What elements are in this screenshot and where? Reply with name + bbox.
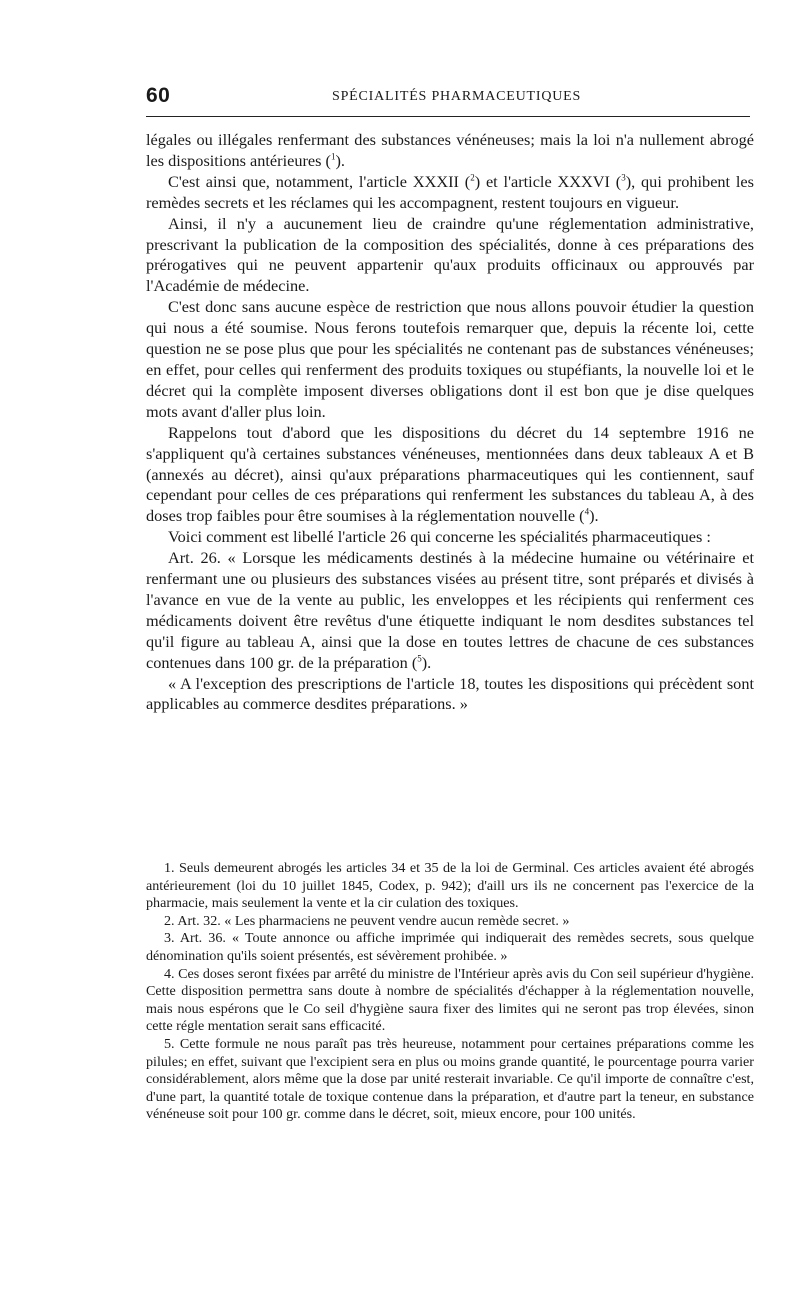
body-text xyxy=(146,130,754,715)
body-paragraph xyxy=(146,423,754,528)
paragraph-text: ). xyxy=(421,652,432,672)
footnote-reference: 5 xyxy=(417,653,422,664)
paragraph-text: « A l'exception des prescriptions de l'article 18, toutes les dispositions qui précèdent sont applicables au commerce desdites préparations. » xyxy=(146,673,754,714)
running-title: SPÉCIALITÉS PHARMACEUTIQUES xyxy=(332,89,582,104)
body-paragraph xyxy=(146,674,754,716)
paragraph-text: C'est ainsi que, notamment, l'article XXXII ( xyxy=(168,171,471,191)
footnote-item: 1. Seuls demeurent abrogés les articles 34 et 35 de la loi de Germinal. Ces articles avaient été abrogés antérieurement (loi du 10 juillet 1845, Codex, p. 942); d'aill urs ils ne concernent pas l'exercice de la pharmacie, mais seulement la vente et la cir culation des toxiques. xyxy=(146,860,754,912)
paragraph-text: ) et l'article XXXVI ( xyxy=(474,171,622,191)
body-paragraph xyxy=(146,214,754,298)
paragraph-text: Rappelons tout d'abord que les dispositions du décret du 14 septembre 1916 ne s'appliquent qu'à certaines substances vénéneuses, mentionnées dans deux tableaux A et B (annexés au décret), ainsi qu'aux préparations pharmaceutiques qui les contiennent, sauf cependant pour celles de ces préparations qui renferment les substances du tableau A, à des doses trop faibles pour être soumises à la réglementation nouvelle ( xyxy=(146,422,754,526)
paragraph-text: légales ou illégales renfermant des substances vénéneuses; mais la loi n'a nullement abrogé les dispositions antérieures ( xyxy=(146,130,754,170)
footnote-reference: 2 xyxy=(470,172,475,183)
footnote-item: 3. Art. 36. « Toute annonce ou affiche imprimée qui indiquerait des remèdes secrets, sous quelque dénomination qu'ils soient présentés, est sévèrement prohibée. » xyxy=(146,930,754,964)
paragraph-text: Voici comment est libellé l'article 26 qui concerne les spécialités pharmaceutiques : xyxy=(168,527,711,547)
footnotes xyxy=(146,860,754,1124)
footnote-item: 4. Ces doses seront fixées par arrêté du ministre de l'Intérieur après avis du Con seil supérieur d'hygiène. Cette disposition permettra sans doute à nombre de spécialités d'échapper à la réglementation nouvelle, mais nous espérons que le Co seil d'hygiène saura fixer des limites qui ne seront pas trop élevées, sinon cette régle mentation serait sans efficacité. xyxy=(146,965,754,1035)
paragraph-text: ), qui prohibent les remèdes secrets et les réclames qui les accompagnent, restent toujours en vigueur. xyxy=(146,171,754,212)
body-paragraph xyxy=(146,548,754,673)
footnote-item: 5. Cette formule ne nous paraît pas très heureuse, notamment pour certaines préparations comme les pilules; en effet, suivant que l'excipient sera en plus ou moins grande quantité, le pourcentage pourra varier considérablement, alors même que la dose par unité resterait invariable. Ce qu'il importe de connaître c'est, d'une part, la quantité totale de toxique contenue dans la préparation, et d'autre part la teneur, en substance vénéneuse soit pour 100 gr. comme dans le décret, soit, mieux encore, pour 100 unités. xyxy=(146,1035,754,1123)
paragraph-text: ). xyxy=(335,150,345,170)
paragraph-text: Art. 26. « Lorsque les médicaments destinés à la médecine humaine ou vétérinaire et renfermant une ou plusieurs des substances visées au présent titre, sont préparés et divisés à l'avance en vue de la vente au public, les enveloppes et les récipients qui renferment ces médicaments doivent être revêtus d'une étiquette indiquant le nom desdites substances tel qu'il figure au tableau A, ainsi que la dose en toutes lettres de chacune de ces substances contenues dans 100 gr. de la préparation ( xyxy=(146,548,754,672)
paragraph-text: ). xyxy=(589,506,599,526)
footnote-item: 2. Art. 32. « Les pharmaciens ne peuvent vendre aucun remède secret. » xyxy=(164,912,570,929)
body-paragraph xyxy=(146,297,754,422)
footnote-reference: 4 xyxy=(584,506,590,517)
footnote-reference: 1 xyxy=(330,151,336,162)
page-header xyxy=(146,84,750,112)
body-paragraph xyxy=(146,527,754,548)
paragraph-text: C'est donc sans aucune espèce de restriction que nous allons pouvoir étudier la question qui nous a été soumise. Nous ferons toutefois remarquer que, depuis la récente loi, cette question ne se pose plus que pour les spécialités ne contenant pas de substances vénéneuses; en effet, pour celles qui renferment des produits toxiques ou stupéfiants, la nouvelle loi et le décret qui la complète imposent diverses obligations dont il est bon que je dise quelques mots avant d'aller plus loin. xyxy=(146,297,754,421)
body-paragraph xyxy=(146,172,754,214)
header-rule xyxy=(146,116,750,117)
page-number: 60 xyxy=(146,84,171,107)
body-paragraph xyxy=(146,130,754,172)
paragraph-text: Ainsi, il n'y a aucunement lieu de craindre qu'une réglementation administrative, prescrivant la publication de la composition des spécialités, donne à ces préparations des prérogatives qui ne peuvent appartenir qu'aux produits officinaux ou approuvés par l'Académie de médecine. xyxy=(146,213,754,296)
footnote-reference: 3 xyxy=(621,172,626,183)
